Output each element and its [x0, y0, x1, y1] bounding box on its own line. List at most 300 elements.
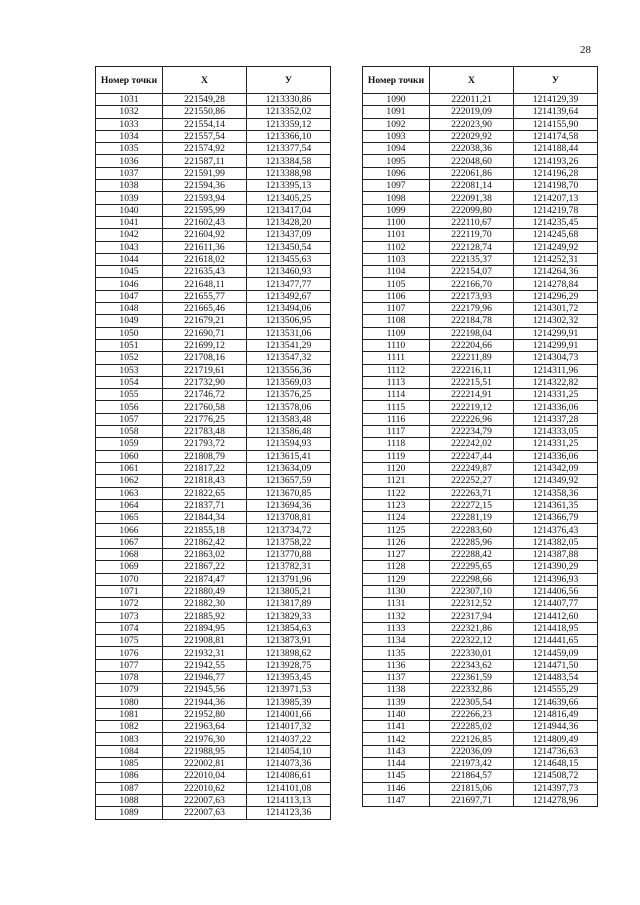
y-coordinate-cell: 1214198,70	[514, 180, 598, 192]
point-number-cell: 1114	[363, 389, 430, 401]
y-coordinate-cell: 1214441,65	[514, 635, 598, 647]
x-coordinate-cell: 222179,96	[430, 303, 514, 315]
point-number-cell: 1099	[363, 204, 430, 216]
point-number-cell: 1053	[96, 364, 163, 376]
y-coordinate-cell: 1214944,36	[514, 721, 598, 733]
y-coordinate-cell: 1213758,22	[247, 536, 331, 548]
table-row	[363, 794, 598, 806]
y-coordinate-cell: 1214207,13	[514, 192, 598, 204]
x-coordinate-cell: 221593,94	[163, 192, 247, 204]
x-coordinate-cell: 222281,19	[430, 512, 514, 524]
y-coordinate-cell: 1213770,88	[247, 548, 331, 560]
point-number-cell: 1087	[96, 782, 163, 794]
point-number-cell: 1056	[96, 401, 163, 413]
y-coordinate-cell: 1214101,08	[247, 782, 331, 794]
y-coordinate-cell: 1214736,63	[514, 745, 598, 757]
x-coordinate-cell: 221976,30	[163, 733, 247, 745]
y-coordinate-cell: 1214358,36	[514, 487, 598, 499]
table-row	[96, 130, 331, 142]
x-coordinate-cell: 222266,23	[430, 708, 514, 720]
x-coordinate-cell: 221815,06	[430, 782, 514, 794]
table-row	[96, 389, 331, 401]
x-coordinate-cell: 221665,46	[163, 303, 247, 315]
point-number-cell: 1060	[96, 450, 163, 462]
table-row	[363, 462, 598, 474]
table-row	[363, 585, 598, 597]
table-row	[363, 610, 598, 622]
point-number-cell: 1067	[96, 536, 163, 548]
y-coordinate-cell: 1214331,25	[514, 438, 598, 450]
x-coordinate-cell: 221783,48	[163, 426, 247, 438]
x-coordinate-cell: 221793,72	[163, 438, 247, 450]
table-row	[363, 167, 598, 179]
y-coordinate-cell: 1214382,05	[514, 536, 598, 548]
table-row	[96, 241, 331, 253]
x-coordinate-cell: 221988,95	[163, 745, 247, 757]
table-row	[96, 635, 331, 647]
point-number-cell: 1071	[96, 585, 163, 597]
y-coordinate-cell: 1214086,61	[247, 770, 331, 782]
point-number-cell: 1101	[363, 229, 430, 241]
x-coordinate-cell: 221864,57	[430, 770, 514, 782]
y-coordinate-cell: 1213985,39	[247, 696, 331, 708]
point-number-cell: 1112	[363, 364, 430, 376]
point-number-cell: 1126	[363, 536, 430, 548]
table-row	[363, 733, 598, 745]
point-number-cell: 1092	[363, 118, 430, 130]
table-row	[96, 94, 331, 106]
y-coordinate-cell: 1213791,96	[247, 573, 331, 585]
x-coordinate-cell: 222285,02	[430, 721, 514, 733]
y-coordinate-cell: 1213494,06	[247, 303, 331, 315]
table-row	[96, 733, 331, 745]
point-number-cell: 1074	[96, 622, 163, 634]
table-row	[363, 130, 598, 142]
x-coordinate-cell: 221557,54	[163, 130, 247, 142]
x-coordinate-cell: 221574,92	[163, 143, 247, 155]
y-coordinate-cell: 1214299,91	[514, 339, 598, 351]
point-number-cell: 1137	[363, 671, 430, 683]
table-row	[363, 696, 598, 708]
table-row	[96, 794, 331, 806]
x-coordinate-cell: 222343,62	[430, 659, 514, 671]
x-coordinate-cell: 221708,16	[163, 352, 247, 364]
y-coordinate-cell: 1213594,93	[247, 438, 331, 450]
x-coordinate-cell: 221776,25	[163, 413, 247, 425]
x-coordinate-cell: 221655,77	[163, 290, 247, 302]
point-number-cell: 1127	[363, 548, 430, 560]
x-coordinate-cell: 222023,90	[430, 118, 514, 130]
x-coordinate-cell: 222321,86	[430, 622, 514, 634]
x-coordinate-cell: 222298,66	[430, 573, 514, 585]
y-coordinate-cell: 1213377,54	[247, 143, 331, 155]
x-coordinate-cell: 222285,96	[430, 536, 514, 548]
y-coordinate-cell: 1214054,10	[247, 745, 331, 757]
point-number-cell: 1059	[96, 438, 163, 450]
point-number-cell: 1037	[96, 167, 163, 179]
x-coordinate-cell: 221963,64	[163, 721, 247, 733]
point-number-cell: 1116	[363, 413, 430, 425]
y-coordinate-cell: 1214376,43	[514, 524, 598, 536]
table-row	[363, 229, 598, 241]
y-coordinate-cell: 1213531,06	[247, 327, 331, 339]
point-number-cell: 1065	[96, 512, 163, 524]
x-coordinate-cell: 221549,28	[163, 94, 247, 106]
table-row	[363, 303, 598, 315]
table-row	[96, 192, 331, 204]
table-row	[96, 782, 331, 794]
x-coordinate-cell: 222173,93	[430, 290, 514, 302]
x-coordinate-cell: 222110,67	[430, 216, 514, 228]
x-coordinate-cell: 222216,11	[430, 364, 514, 376]
point-number-cell: 1031	[96, 94, 163, 106]
point-number-cell: 1145	[363, 770, 430, 782]
y-coordinate-cell: 1214001,66	[247, 708, 331, 720]
point-number-cell: 1079	[96, 684, 163, 696]
y-coordinate-cell: 1214333,05	[514, 426, 598, 438]
point-number-cell: 1132	[363, 610, 430, 622]
table-row	[363, 106, 598, 118]
y-coordinate-cell: 1213634,09	[247, 462, 331, 474]
x-coordinate-cell: 221946,77	[163, 671, 247, 683]
point-number-cell: 1100	[363, 216, 430, 228]
table-row	[363, 598, 598, 610]
table-row	[96, 450, 331, 462]
table-row	[96, 266, 331, 278]
y-coordinate-cell: 1214418,95	[514, 622, 598, 634]
table-row	[363, 376, 598, 388]
y-coordinate-cell: 1214816,49	[514, 708, 598, 720]
coordinates-table-right	[362, 66, 598, 807]
y-coordinate-cell: 1214196,28	[514, 167, 598, 179]
table-row	[363, 782, 598, 794]
point-number-cell: 1070	[96, 573, 163, 585]
point-number-cell: 1105	[363, 278, 430, 290]
table-row	[96, 684, 331, 696]
y-coordinate-cell: 1214073,36	[247, 758, 331, 770]
table-row	[363, 389, 598, 401]
y-coordinate-cell: 1213817,89	[247, 598, 331, 610]
x-coordinate-cell: 222312,52	[430, 598, 514, 610]
x-coordinate-cell: 222010,04	[163, 770, 247, 782]
y-coordinate-cell: 1214459,09	[514, 647, 598, 659]
y-coordinate-cell: 1214155,90	[514, 118, 598, 130]
point-number-cell: 1147	[363, 794, 430, 806]
table-row	[363, 561, 598, 573]
x-coordinate-cell: 222007,63	[163, 794, 247, 806]
y-coordinate-cell: 1214299,91	[514, 327, 598, 339]
y-coordinate-cell: 1214412,60	[514, 610, 598, 622]
y-coordinate-cell: 1214302,32	[514, 315, 598, 327]
x-coordinate-cell: 221882,30	[163, 598, 247, 610]
table-header-row	[96, 67, 331, 94]
point-number-cell: 1142	[363, 733, 430, 745]
x-coordinate-cell: 222002,81	[163, 758, 247, 770]
point-number-cell: 1134	[363, 635, 430, 647]
point-number-cell: 1033	[96, 118, 163, 130]
y-coordinate-cell: 1214017,32	[247, 721, 331, 733]
y-coordinate-cell: 1213569,03	[247, 376, 331, 388]
point-number-cell: 1069	[96, 561, 163, 573]
point-number-cell: 1063	[96, 487, 163, 499]
y-coordinate-cell: 1213395,13	[247, 180, 331, 192]
table-row	[96, 204, 331, 216]
y-coordinate-cell: 1213734,72	[247, 524, 331, 536]
table-row	[96, 561, 331, 573]
point-number-cell: 1086	[96, 770, 163, 782]
point-number-cell: 1133	[363, 622, 430, 634]
x-coordinate-cell: 221699,12	[163, 339, 247, 351]
x-coordinate-cell: 221604,92	[163, 229, 247, 241]
point-number-cell: 1041	[96, 216, 163, 228]
page-number: 28	[580, 44, 591, 56]
y-coordinate-cell: 1214361,35	[514, 499, 598, 511]
point-number-cell: 1118	[363, 438, 430, 450]
x-coordinate-cell: 222332,86	[430, 684, 514, 696]
point-number-cell: 1046	[96, 278, 163, 290]
table-row	[363, 536, 598, 548]
y-coordinate-cell: 1214483,54	[514, 671, 598, 683]
table-row	[363, 426, 598, 438]
y-coordinate-cell: 1214113,13	[247, 794, 331, 806]
y-coordinate-cell: 1214278,84	[514, 278, 598, 290]
table-row	[363, 253, 598, 265]
x-coordinate-cell: 222204,66	[430, 339, 514, 351]
x-coordinate-cell: 221952,80	[163, 708, 247, 720]
x-coordinate-cell: 221894,95	[163, 622, 247, 634]
point-number-cell: 1058	[96, 426, 163, 438]
y-coordinate-cell: 1214397,73	[514, 782, 598, 794]
table-row	[363, 413, 598, 425]
x-coordinate-cell: 221602,43	[163, 216, 247, 228]
table-row	[96, 708, 331, 720]
point-number-cell: 1120	[363, 462, 430, 474]
coordinates-table-left	[95, 66, 331, 820]
header-point-number: Номер точки	[96, 67, 163, 94]
x-coordinate-cell: 221844,34	[163, 512, 247, 524]
table-row	[96, 376, 331, 388]
point-number-cell: 1141	[363, 721, 430, 733]
x-coordinate-cell: 221635,43	[163, 266, 247, 278]
y-coordinate-cell: 1214264,36	[514, 266, 598, 278]
point-number-cell: 1083	[96, 733, 163, 745]
point-number-cell: 1107	[363, 303, 430, 315]
point-number-cell: 1039	[96, 192, 163, 204]
x-coordinate-cell: 221648,11	[163, 278, 247, 290]
x-coordinate-cell: 222295,65	[430, 561, 514, 573]
point-number-cell: 1144	[363, 758, 430, 770]
x-coordinate-cell: 222252,27	[430, 475, 514, 487]
table-row	[363, 573, 598, 585]
y-coordinate-cell: 1213586,48	[247, 426, 331, 438]
point-number-cell: 1038	[96, 180, 163, 192]
point-number-cell: 1080	[96, 696, 163, 708]
y-coordinate-cell: 1213576,25	[247, 389, 331, 401]
table-row	[363, 708, 598, 720]
point-number-cell: 1035	[96, 143, 163, 155]
x-coordinate-cell: 221822,65	[163, 487, 247, 499]
y-coordinate-cell: 1213384,58	[247, 155, 331, 167]
point-number-cell: 1103	[363, 253, 430, 265]
x-coordinate-cell: 222198,04	[430, 327, 514, 339]
table-row	[96, 647, 331, 659]
x-coordinate-cell: 222219,12	[430, 401, 514, 413]
point-number-cell: 1135	[363, 647, 430, 659]
point-number-cell: 1054	[96, 376, 163, 388]
table-row	[363, 401, 598, 413]
y-coordinate-cell: 1214349,92	[514, 475, 598, 487]
point-number-cell: 1108	[363, 315, 430, 327]
x-coordinate-cell: 222215,51	[430, 376, 514, 388]
table-row	[96, 143, 331, 155]
y-coordinate-cell: 1214249,92	[514, 241, 598, 253]
x-coordinate-cell: 222322,12	[430, 635, 514, 647]
y-coordinate-cell: 1213694,36	[247, 499, 331, 511]
point-number-cell: 1104	[363, 266, 430, 278]
x-coordinate-cell: 221595,99	[163, 204, 247, 216]
y-coordinate-cell: 1213352,02	[247, 106, 331, 118]
table-row	[363, 155, 598, 167]
y-coordinate-cell: 1213928,75	[247, 659, 331, 671]
table-row	[96, 364, 331, 376]
point-number-cell: 1084	[96, 745, 163, 757]
x-coordinate-cell: 222036,09	[430, 745, 514, 757]
point-number-cell: 1042	[96, 229, 163, 241]
x-coordinate-cell: 222283,60	[430, 524, 514, 536]
x-coordinate-cell: 221746,72	[163, 389, 247, 401]
x-coordinate-cell: 222226,96	[430, 413, 514, 425]
y-coordinate-cell: 1214331,25	[514, 389, 598, 401]
x-coordinate-cell: 221550,86	[163, 106, 247, 118]
x-coordinate-cell: 222307,10	[430, 585, 514, 597]
y-coordinate-cell: 1213873,91	[247, 635, 331, 647]
y-coordinate-cell: 1214390,29	[514, 561, 598, 573]
x-coordinate-cell: 222211,89	[430, 352, 514, 364]
table-row	[363, 216, 598, 228]
table-row	[96, 167, 331, 179]
y-coordinate-cell: 1213782,31	[247, 561, 331, 573]
table-row	[363, 364, 598, 376]
point-number-cell: 1146	[363, 782, 430, 794]
y-coordinate-cell: 1213708,81	[247, 512, 331, 524]
table-row	[363, 352, 598, 364]
point-number-cell: 1123	[363, 499, 430, 511]
table-row	[363, 475, 598, 487]
y-coordinate-cell: 1214129,39	[514, 94, 598, 106]
table-body-right	[363, 94, 598, 807]
y-coordinate-cell: 1214337,28	[514, 413, 598, 425]
point-number-cell: 1051	[96, 339, 163, 351]
point-number-cell: 1094	[363, 143, 430, 155]
y-coordinate-cell: 1214278,96	[514, 794, 598, 806]
x-coordinate-cell: 221554,14	[163, 118, 247, 130]
table-row	[363, 450, 598, 462]
point-number-cell: 1062	[96, 475, 163, 487]
x-coordinate-cell: 222330,01	[430, 647, 514, 659]
x-coordinate-cell: 221817,22	[163, 462, 247, 474]
table-row	[96, 745, 331, 757]
y-coordinate-cell: 1213578,06	[247, 401, 331, 413]
y-coordinate-cell: 1213615,41	[247, 450, 331, 462]
table-row	[96, 659, 331, 671]
y-coordinate-cell: 1214296,29	[514, 290, 598, 302]
point-number-cell: 1139	[363, 696, 430, 708]
y-coordinate-cell: 1213541,29	[247, 339, 331, 351]
table-row	[363, 770, 598, 782]
y-coordinate-cell: 1213829,33	[247, 610, 331, 622]
table-row	[96, 585, 331, 597]
x-coordinate-cell: 222029,92	[430, 130, 514, 142]
y-coordinate-cell: 1214245,68	[514, 229, 598, 241]
table-row	[96, 610, 331, 622]
table-row	[363, 143, 598, 155]
y-coordinate-cell: 1213556,36	[247, 364, 331, 376]
x-coordinate-cell: 221719,61	[163, 364, 247, 376]
table-row	[96, 487, 331, 499]
table-row	[96, 290, 331, 302]
table-row	[96, 229, 331, 241]
x-coordinate-cell: 221944,36	[163, 696, 247, 708]
table-row	[363, 438, 598, 450]
point-number-cell: 1119	[363, 450, 430, 462]
table-row	[96, 524, 331, 536]
table-row	[96, 426, 331, 438]
x-coordinate-cell: 221697,71	[430, 794, 514, 806]
table-row	[96, 303, 331, 315]
x-coordinate-cell: 221808,79	[163, 450, 247, 462]
x-coordinate-cell: 221885,92	[163, 610, 247, 622]
table-row	[363, 327, 598, 339]
table-row	[96, 475, 331, 487]
x-coordinate-cell: 222288,42	[430, 548, 514, 560]
x-coordinate-cell: 221863,02	[163, 548, 247, 560]
table-row	[96, 536, 331, 548]
point-number-cell: 1128	[363, 561, 430, 573]
point-number-cell: 1098	[363, 192, 430, 204]
table-row	[363, 339, 598, 351]
x-coordinate-cell: 221618,02	[163, 253, 247, 265]
table-row	[96, 499, 331, 511]
table-row	[96, 180, 331, 192]
point-number-cell: 1057	[96, 413, 163, 425]
x-coordinate-cell: 222263,71	[430, 487, 514, 499]
y-coordinate-cell: 1214407,77	[514, 598, 598, 610]
y-coordinate-cell: 1214809,49	[514, 733, 598, 745]
table-row	[96, 352, 331, 364]
point-number-cell: 1102	[363, 241, 430, 253]
point-number-cell: 1125	[363, 524, 430, 536]
table-row	[363, 204, 598, 216]
table-body-left	[96, 94, 331, 820]
y-coordinate-cell: 1214037,22	[247, 733, 331, 745]
x-coordinate-cell: 222119,70	[430, 229, 514, 241]
y-coordinate-cell: 1214235,45	[514, 216, 598, 228]
x-coordinate-cell: 221818,43	[163, 475, 247, 487]
y-coordinate-cell: 1213477,77	[247, 278, 331, 290]
y-coordinate-cell: 1213405,25	[247, 192, 331, 204]
table-row	[96, 315, 331, 327]
x-coordinate-cell: 222135,37	[430, 253, 514, 265]
point-number-cell: 1049	[96, 315, 163, 327]
y-coordinate-cell: 1214508,72	[514, 770, 598, 782]
y-coordinate-cell: 1213953,45	[247, 671, 331, 683]
x-coordinate-cell: 221690,71	[163, 327, 247, 339]
y-coordinate-cell: 1213450,54	[247, 241, 331, 253]
x-coordinate-cell: 221837,71	[163, 499, 247, 511]
table-row	[96, 598, 331, 610]
y-coordinate-cell: 1213388,98	[247, 167, 331, 179]
x-coordinate-cell: 221973,42	[430, 758, 514, 770]
